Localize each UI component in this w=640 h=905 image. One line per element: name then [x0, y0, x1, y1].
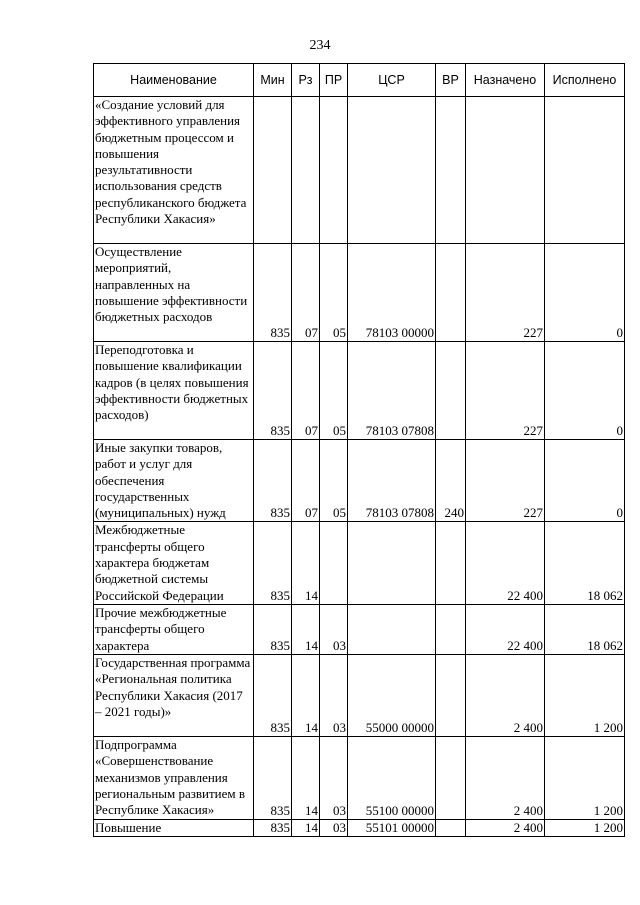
cell-executed: 0: [545, 244, 625, 342]
col-header-pr: ПР: [320, 64, 348, 97]
cell-vr: [436, 736, 466, 819]
cell-rz: [292, 97, 320, 244]
cell-executed: 18 062: [545, 522, 625, 604]
cell-rz: 14: [292, 819, 320, 836]
cell-rz: 14: [292, 604, 320, 654]
cell-pr: 05: [320, 342, 348, 440]
cell-name: Государственная программа «Региональная политика Республики Хакасия (2017 – 2021 годы)»: [94, 654, 254, 736]
col-header-vr: ВР: [436, 64, 466, 97]
cell-vr: 240: [436, 440, 466, 522]
table-row: [94, 97, 625, 244]
cell-rz: 07: [292, 440, 320, 522]
cell-rz: 14: [292, 522, 320, 604]
cell-min: 835: [254, 440, 292, 522]
cell-csr: 78103 00000: [348, 244, 436, 342]
cell-vr: [436, 244, 466, 342]
cell-min: 835: [254, 736, 292, 819]
col-header-executed: Исполнено: [545, 64, 625, 97]
cell-min: [254, 97, 292, 244]
col-header-rz: Рз: [292, 64, 320, 97]
cell-name: Повышение: [94, 819, 254, 836]
cell-vr: [436, 654, 466, 736]
cell-min: 835: [254, 244, 292, 342]
cell-assigned: 227: [466, 342, 545, 440]
cell-name: Переподготовка и повышение квалификации кадров (в целях повышения эффективности бюджетных расходов): [94, 342, 254, 440]
cell-pr: 03: [320, 604, 348, 654]
cell-pr: [320, 97, 348, 244]
page-number: 234: [309, 38, 331, 53]
table-row: [94, 819, 625, 836]
cell-vr: [436, 97, 466, 244]
col-header-assigned: Назначено: [466, 64, 545, 97]
cell-assigned: 22 400: [466, 522, 545, 604]
col-header-name: Наименование: [94, 64, 254, 97]
cell-rz: 14: [292, 654, 320, 736]
cell-csr: 55000 00000: [348, 654, 436, 736]
cell-rz: 07: [292, 342, 320, 440]
cell-assigned: [466, 97, 545, 244]
cell-vr: [436, 342, 466, 440]
cell-assigned: 227: [466, 440, 545, 522]
table-row: [94, 654, 625, 736]
cell-rz: 07: [292, 244, 320, 342]
cell-executed: 18 062: [545, 604, 625, 654]
cell-executed: 0: [545, 342, 625, 440]
cell-rz: 14: [292, 736, 320, 819]
cell-csr: [348, 604, 436, 654]
table-row: [94, 440, 625, 522]
cell-executed: 1 200: [545, 819, 625, 836]
cell-name: Прочие межбюджетные трансферты общего характера: [94, 604, 254, 654]
cell-vr: [436, 522, 466, 604]
cell-executed: [545, 97, 625, 244]
cell-csr: 78103 07808: [348, 342, 436, 440]
cell-csr: 55100 00000: [348, 736, 436, 819]
cell-min: 835: [254, 819, 292, 836]
cell-min: 835: [254, 522, 292, 604]
cell-csr: 55101 00000: [348, 819, 436, 836]
table-row: [94, 244, 625, 342]
cell-executed: 1 200: [545, 736, 625, 819]
cell-pr: [320, 522, 348, 604]
cell-name: Осуществление мероприятий, направленных на повышение эффективности бюджетных расходов: [94, 244, 254, 342]
cell-min: 835: [254, 654, 292, 736]
cell-name: Межбюджетные трансферты общего характера бюджетам бюджетной системы Российской Федерации: [94, 522, 254, 604]
table-row: [94, 736, 625, 819]
col-header-csr: ЦСР: [348, 64, 436, 97]
cell-name: Подпрограмма «Совершенствование механизмов управления региональным развитием в Республике Хакасия»: [94, 736, 254, 819]
cell-executed: 0: [545, 440, 625, 522]
cell-pr: 03: [320, 654, 348, 736]
cell-min: 835: [254, 342, 292, 440]
cell-csr: [348, 97, 436, 244]
table-row: [94, 342, 625, 440]
cell-csr: 78103 07808: [348, 440, 436, 522]
budget-table: [93, 63, 625, 837]
cell-min: 835: [254, 604, 292, 654]
cell-executed: 1 200: [545, 654, 625, 736]
cell-vr: [436, 819, 466, 836]
cell-assigned: 2 400: [466, 819, 545, 836]
table-row: [94, 522, 625, 604]
table-row: [94, 604, 625, 654]
cell-pr: 03: [320, 819, 348, 836]
cell-assigned: 2 400: [466, 654, 545, 736]
table-header-row: [94, 64, 625, 97]
cell-name: Иные закупки товаров, работ и услуг для обеспечения государственных (муниципальных) нужд: [94, 440, 254, 522]
cell-assigned: 22 400: [466, 604, 545, 654]
cell-assigned: 227: [466, 244, 545, 342]
cell-name: «Создание условий для эффективного управления бюджетным процессом и повышения результативности использования средств республиканского бюджета Республики Хакасия»: [94, 97, 254, 244]
cell-assigned: 2 400: [466, 736, 545, 819]
cell-pr: 05: [320, 244, 348, 342]
col-header-min: Мин: [254, 64, 292, 97]
cell-pr: 03: [320, 736, 348, 819]
cell-vr: [436, 604, 466, 654]
cell-csr: [348, 522, 436, 604]
cell-pr: 05: [320, 440, 348, 522]
